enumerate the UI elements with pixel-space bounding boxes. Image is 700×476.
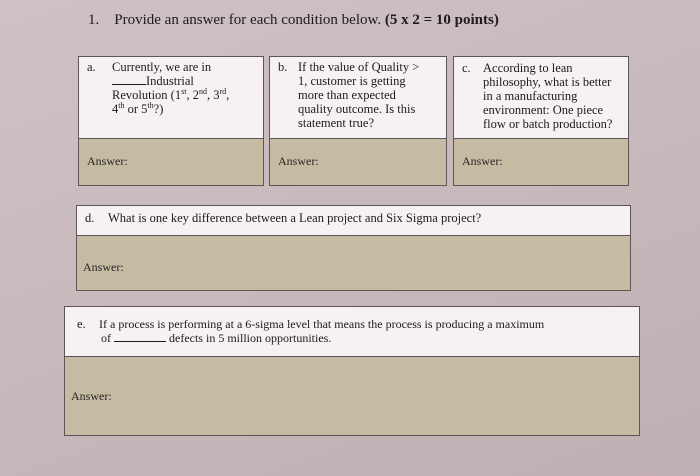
part-b-answer-label: Answer:: [278, 154, 319, 168]
part-c-line-2: philosophy, what is better: [483, 75, 612, 89]
part-e-line-1: If a process is performing at a 6-sigma level that means the process is producing a maximum: [99, 317, 545, 331]
part-a-answer-label: Answer:: [87, 154, 128, 168]
part-a-sup-1: st: [181, 86, 187, 96]
part-c-line-4: environment: One piece: [483, 103, 604, 117]
part-e-letter: e.: [77, 317, 86, 331]
part-a-answer-area[interactable]: [79, 139, 263, 185]
part-b-line-4: quality outcome. Is this: [298, 102, 416, 116]
part-e-box: [64, 306, 640, 436]
part-e-line-2: [101, 331, 331, 345]
part-a-blank: [112, 74, 146, 85]
part-c-line-3: in a manufacturing: [483, 89, 578, 103]
part-a-sup-5: th: [147, 100, 154, 110]
part-a-line-4: [112, 102, 163, 116]
part-c-prompt: [454, 57, 628, 139]
part-e-blank: [114, 331, 166, 342]
part-a-sep-2: , 3: [206, 88, 220, 102]
part-b-line-2: 1, customer is getting: [298, 74, 406, 88]
part-a-line-2-text: Industrial: [146, 74, 194, 88]
part-a-prompt: [79, 57, 263, 139]
question-title: [88, 12, 499, 29]
part-b-prompt: [270, 57, 446, 139]
part-e-line-2-pre: of: [101, 331, 111, 345]
part-d-answer-label: Answer:: [83, 260, 124, 274]
part-b-line-5: statement true?: [298, 116, 375, 130]
part-d-prompt: [77, 206, 630, 236]
part-a-line-4-mid: or 5: [124, 102, 148, 116]
part-b-letter: b.: [278, 60, 288, 74]
part-a-line-3-pre: Revolution (1: [112, 88, 182, 102]
part-a-box: [78, 56, 264, 186]
part-c-answer-label: Answer:: [462, 154, 503, 168]
part-a-line-4-end: ?): [153, 102, 164, 116]
part-a-sup-2: nd: [198, 86, 207, 96]
question-text: Provide an answer for each condition below.: [114, 12, 382, 28]
part-e-line-2-post: defects in 5 million opportunities.: [169, 331, 332, 345]
part-c-line-5: flow or batch production?: [483, 117, 613, 131]
part-b-line-1: If the value of Quality >: [298, 60, 420, 74]
part-e-answer-area[interactable]: [65, 357, 639, 435]
part-b-line-3: more than expected: [298, 88, 396, 102]
part-c-box: [453, 56, 629, 186]
part-d-text: What is one key difference between a Lean project and Six Sigma project?: [108, 211, 482, 225]
part-d-box: [76, 205, 631, 291]
part-a-line-3: [112, 88, 229, 102]
part-b-box: [269, 56, 447, 186]
part-c-letter: c.: [462, 61, 471, 75]
part-a-sup-3: rd: [219, 86, 227, 96]
part-a-sep-1: , 2: [186, 88, 199, 102]
part-b-answer-area[interactable]: [270, 139, 446, 185]
part-a-sep-3: ,: [226, 88, 230, 102]
question-number: 1.: [88, 12, 100, 28]
part-c-line-1: According to lean: [483, 61, 573, 75]
part-a-line-1: Currently, we are in: [112, 60, 212, 74]
part-e-answer-label: Answer:: [71, 389, 112, 403]
question-points: (5 x 2 = 10 points): [384, 12, 499, 28]
part-e-prompt: [65, 307, 639, 357]
part-d-answer-area[interactable]: [77, 236, 630, 290]
part-c-answer-area[interactable]: [454, 139, 628, 185]
part-a-line-4-pre: 4: [112, 102, 119, 116]
part-d-letter: d.: [85, 211, 95, 225]
part-a-sup-4: th: [118, 100, 125, 110]
part-a-letter: a.: [87, 60, 96, 74]
